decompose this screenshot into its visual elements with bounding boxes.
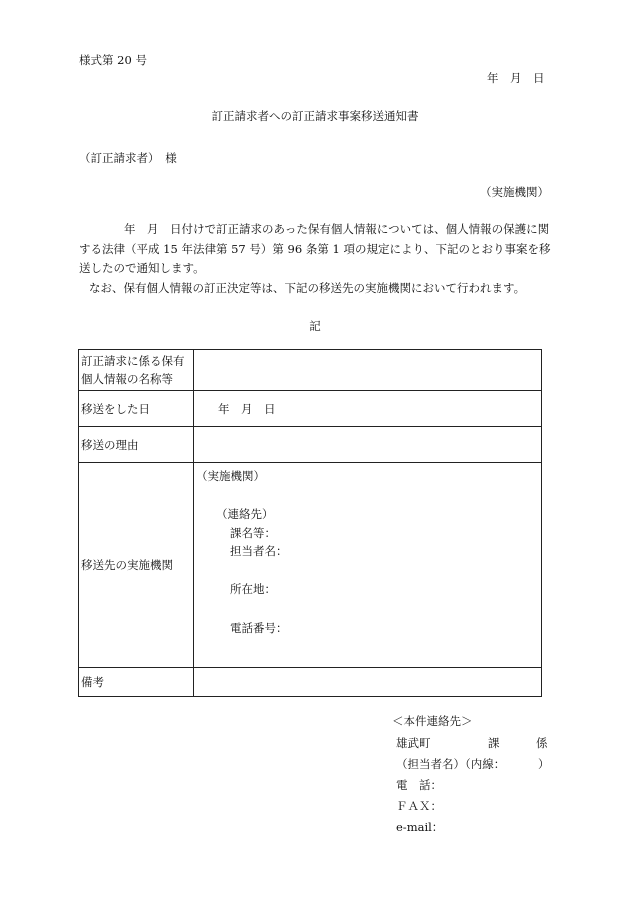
table-row — [79, 391, 542, 427]
destination-contact-heading: （連絡先） — [216, 507, 274, 521]
transfer-reason-value — [194, 427, 542, 463]
destination-agency: （実施機関） — [196, 469, 265, 483]
destination-value — [194, 463, 542, 668]
contact-heading: ＜本件連絡先＞ — [392, 714, 473, 728]
body-paragraph-2: なお、保有個人情報の訂正決定等は、下記の移送先の実施機関において行われます。 — [89, 280, 526, 295]
issuing-agency: （実施機関） — [480, 185, 549, 199]
destination-section: 課名等： — [230, 526, 276, 540]
table-row — [79, 350, 542, 391]
notes-label: 備考 — [79, 668, 194, 697]
ki-heading: 記 — [309, 319, 321, 333]
contact-office-ka: 課 — [488, 736, 500, 750]
transfer-details-table — [78, 349, 542, 697]
contact-fax: ＦＡＸ： — [396, 799, 442, 813]
contact-phone: 電 話： — [396, 778, 442, 792]
transfer-reason-label: 移送の理由 — [79, 427, 194, 463]
form-number: 様式第 20 号 — [79, 53, 147, 67]
contact-office-town: 雄武町 — [396, 736, 431, 750]
destination-label: 移送先の実施機関 — [79, 463, 194, 668]
body-paragraph-1: 年 月 日付けで訂正請求のあった保有個人情報については、個人情報の保護に関する法律（平成 15 年法律第 57 号）第 96 条第 1 項の規定により、下記のとおり事案を移送したので通知します。 — [79, 222, 551, 275]
document-date: 年 月 日 — [487, 71, 545, 85]
contact-person-close: ） — [538, 757, 550, 771]
contact-email: e-mail： — [396, 820, 444, 834]
contact-office-kakari: 係 — [536, 736, 548, 750]
body-text — [79, 220, 559, 298]
destination-person: 担当者名： — [230, 544, 288, 558]
transfer-date-text: 年 月 日 — [218, 401, 276, 416]
table-row — [79, 668, 542, 697]
subject-label: 訂正請求に係る保有個人情報の名称等 — [79, 350, 194, 391]
addressee: （訂正請求者） 様 — [79, 151, 177, 165]
document-title: 訂正請求者への訂正請求事案移送通知書 — [211, 109, 419, 123]
subject-value — [194, 350, 542, 391]
contact-person: （担当者名）（内線： — [396, 757, 506, 771]
table-row — [79, 427, 542, 463]
destination-phone: 電話番号： — [230, 621, 288, 635]
table-row — [79, 463, 542, 668]
transfer-date-label: 移送をした日 — [79, 391, 194, 427]
transfer-date-value — [194, 391, 542, 427]
notes-value — [194, 668, 542, 697]
destination-address: 所在地： — [230, 582, 276, 596]
